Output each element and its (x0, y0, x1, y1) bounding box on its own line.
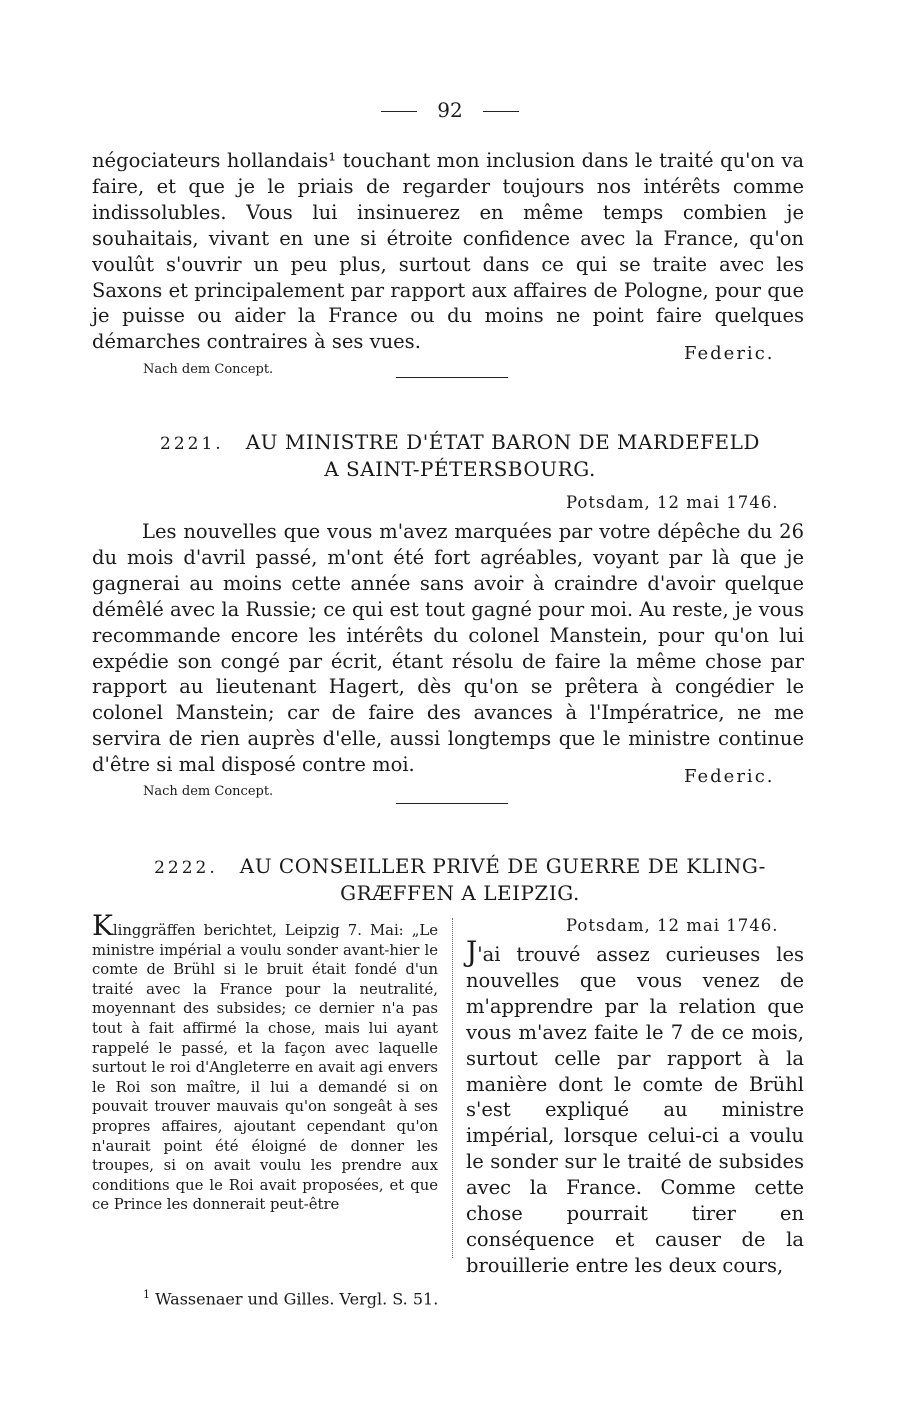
header-dash-left (381, 111, 417, 112)
letter-2222-text-column (466, 935, 804, 1279)
letter-2221-heading (120, 430, 800, 482)
report-summary-column (92, 909, 438, 1215)
letter-number-2221: 2221. (160, 434, 224, 454)
source-note-2: Nach dem Concept. (143, 784, 274, 799)
letter-number-2222: 2222. (154, 858, 218, 878)
footnote-text: Wassenaer und Gilles. Vergl. S. 51. (155, 1289, 439, 1309)
letter-2222-heading-line1: AU CONSEILLER PRIVÉ DE GUERRE DE KLING- (239, 854, 766, 878)
letter-2222-heading (120, 854, 800, 906)
page-header (0, 98, 900, 122)
section-divider-1 (396, 377, 508, 378)
report-dropcap: K (92, 909, 113, 942)
letter-2222-dateline: Potsdam, 12 mai 1746. (566, 916, 779, 935)
section-divider-2 (396, 803, 508, 804)
report-summary-text: linggräffen berichtet, Leipzig 7. Mai: „Le ministre impérial a voulu sonder avant-hier le comte de Brühl si le bruit était fondé d'un traité avec la France pour la neutralité, moyennant des subsides; ce dernier n'a pas tout à fait affirmé la chose, mais lui ayant rappelé le passé, et la façon avec laquelle surtout le roi d'Angleterre en avait agi envers le Roi son maître, il lui a demandé si on pouvait trouver mauvais qu'on songeât à ses propres affaires, ajoutant cependant qu'on n'aurait point été éloigné de donner les troupes, si on avait voulu les prendre aux conditions que le Roi avait proposées, et que ce Prince les donnerait peut-être (92, 922, 438, 1214)
letter-2221-dateline: Potsdam, 12 mai 1746. (566, 493, 779, 512)
signature-federic-1: Federic. (684, 343, 775, 364)
letter-dropcap: J (466, 935, 478, 968)
letter-2222-text: 'ai trouvé assez curieuses les nouvelles que vous venez de m'apprendre par la relation que vous m'avez faite le 7 de ce mois, surtout celle par rapport à la manière dont le comte de Brühl s'est expliqué au ministre impérial, lorsque celui-ci a voulu le sonder sur le traité de subsides avec la France. Comme cette chose pourrait tirer en conséquence et causer de la brouillerie entre les deux cours, (466, 943, 804, 1277)
header-dash-right (483, 111, 519, 112)
page-number: 92 (437, 98, 463, 122)
letter-2221-text: Les nouvelles que vous m'avez marquées par votre dépêche du 26 du mois d'avril passé, m'ont été fort agréables, voyant par là que je gagnerai au moins cette année sans avoir à craindre d'avoir quelque démêlé avec la Russie; ce qui est tout gagné pour moi. Au reste, je vous recommande encore les intérêts du colonel Manstein, pour qu'on lui expédie son congé par écrit, étant résolu de faire la même chose par rapport au lieutenant Hagert, dès qu'on se prêtera à congédier le colonel Manstein; car de faire des avances à l'Impératrice, ne me servira de rien auprès d'elle, aussi longtemps que le ministre continue d'être si mal disposé contre moi. (92, 520, 804, 777)
footnote-mark: 1 (143, 1288, 150, 1301)
letter-2222-heading-line2: GRÆFFEN A LEIPZIG. (340, 881, 580, 905)
letter-2221-heading-line1: AU MINISTRE D'ÉTAT BARON DE MARDEFELD (245, 430, 760, 454)
continued-letter-text: négociateurs hollandais¹ touchant mon inclusion dans le traité qu'on va faire, et que je le priais de regarder toujours nos intérêts comme indissolubles. Vous lui insinuerez en même temps combien je souhaitais, vivant en une si étroite confidence avec la France, qu'on voulût s'ouvrir un peu plus, surtout dans ce qui se traite avec les Saxons et principalement par rapport aux affaires de Pologne, pour que je puisse ou aider la France ou du moins ne point faire quelques démarches contraires à ses vues. (92, 149, 804, 354)
signature-federic-2: Federic. (684, 766, 775, 787)
source-note-1: Nach dem Concept. (143, 362, 274, 377)
letter-2221-heading-line2: A SAINT-PÉTERSBOURG. (324, 457, 596, 481)
footnote (143, 1288, 438, 1308)
column-divider (452, 918, 453, 1258)
